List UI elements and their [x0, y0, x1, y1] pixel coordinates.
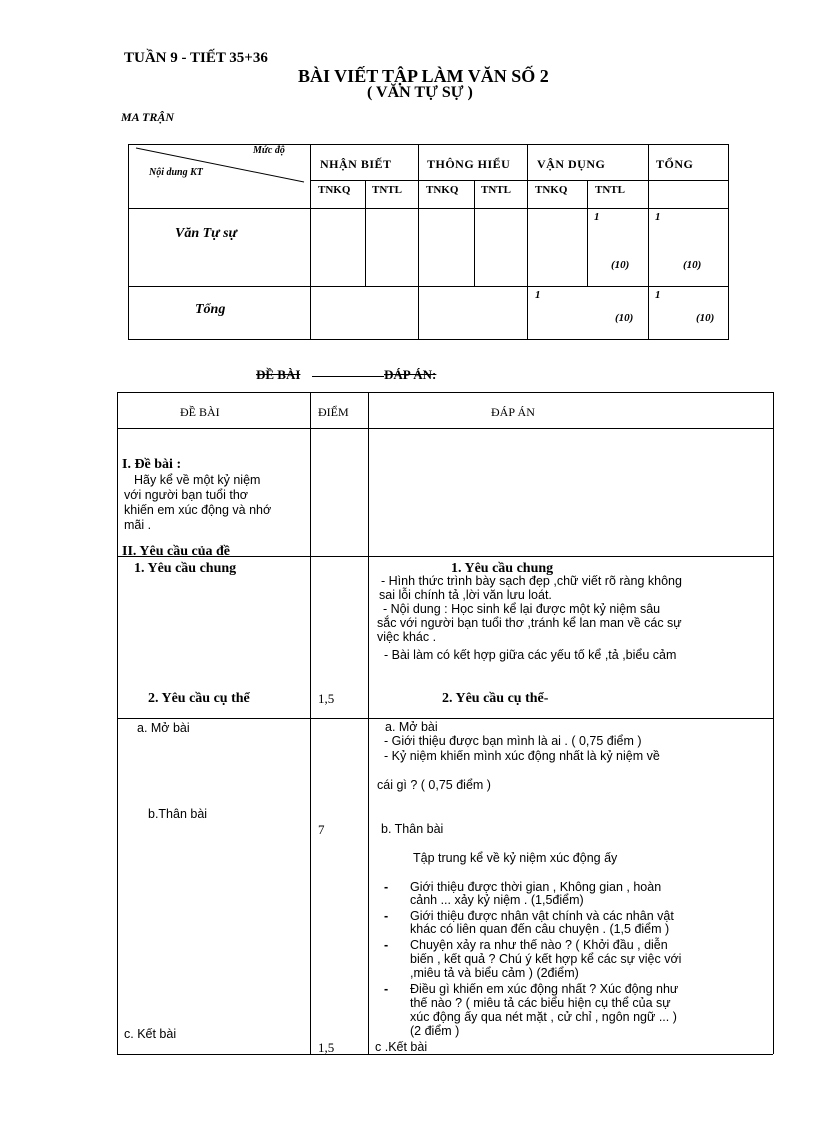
mo-bai-line: - Kỷ niệm khiến mình xúc động nhất là kỷ niệm về — [384, 749, 660, 763]
than-bai-bullet-cont: biến , kết quả ? Chú ý kết hợp kể các sự việc với — [410, 952, 682, 966]
sub-header: TNKQ — [426, 184, 459, 196]
section-heading-de-bai: ĐỀ BÀI — [256, 367, 301, 382]
cell-count: 1 — [535, 289, 541, 301]
yeu-cau-chung-line: việc khác . — [377, 630, 437, 644]
yeu-cau-chung-line: sắc với người bạn tuổi thơ ,tránh kể lan man về các sự — [377, 616, 682, 630]
ket-bai-title: c .Kết bài — [375, 1040, 428, 1054]
cell-score: (10) — [611, 259, 630, 271]
mo-bai-left: a. Mở bài — [137, 721, 190, 735]
mo-bai-line: cái gì ? ( 0,75 điểm ) — [377, 778, 491, 792]
lesson-label: TUẦN 9 - TIẾT 35+36 — [124, 50, 268, 66]
section-heading-dap-an: ĐÁP ÁN: — [384, 367, 437, 382]
matrix-row-label: Tổng — [195, 302, 226, 317]
cell-count: 1 — [655, 211, 661, 223]
than-bai-bullet-cont: (2 điểm ) — [410, 1024, 460, 1038]
yeu-cau-chung-line: - Bài làm có kết hợp giữa các yếu tố kể ,tả ,biểu cảm — [384, 648, 677, 662]
than-bai-bullet-cont: cảnh ... xảy kỷ niệm . (1,5điểm) — [410, 893, 584, 907]
cell-score: (10) — [615, 312, 634, 324]
sub-header: TNKQ — [318, 184, 351, 196]
level-header: NHẬN BIẾT — [320, 157, 392, 171]
than-bai-left: b.Thân bài — [148, 807, 208, 821]
than-bai-bullet-cont: thế nào ? ( miêu tả các biểu hiện cụ thể của sự — [410, 996, 671, 1010]
level-header: THÔNG HIỂU — [427, 157, 511, 171]
sub-header: TNKQ — [535, 184, 568, 196]
yeu-cau-chung-line: - Nội dung : Học sinh kể lại được một kỷ niệm sâu — [383, 602, 661, 616]
yeu-cau-chung-line: - Hình thức trình bày sạch đẹp ,chữ viết rõ ràng không — [381, 574, 682, 588]
mo-bai-line: - Giới thiệu được bạn mình là ai . ( 0,75 điểm ) — [384, 734, 642, 748]
yeu-cau-chung-line: sai lỗi chính tả ,lời văn lưu loát. — [379, 588, 552, 602]
than-bai-bullet-cont: xúc động ấy qua nét mặt , cử chỉ , ngôn ngữ ... ) — [410, 1010, 677, 1024]
matrix-label: MA TRẬN — [121, 110, 175, 124]
sub-header: TNTL — [595, 184, 625, 196]
than-bai-title: b. Thân bài — [381, 822, 444, 836]
yeu-cau-cu-the-left: 2. Yêu cầu cụ thể — [148, 691, 250, 706]
score-than-bai: 7 — [318, 822, 325, 837]
than-bai-bullet-cont: khác có liên quan đến câu chuyện . (1,5 điểm ) — [410, 922, 670, 936]
yeu-cau-cu-the-right: 2. Yêu cầu cụ thể- — [442, 691, 549, 706]
col-header-dap-an: ĐÁP ÁN — [491, 405, 535, 419]
score-ket-bai: 1,5 — [318, 1040, 335, 1055]
sub-header: TNTL — [372, 184, 402, 196]
de-bai-title: I. Đề bài : — [122, 457, 182, 472]
corner-top-label: Mức độ — [253, 145, 285, 156]
yeu-cau-chung-right-title: 1. Yêu cầu chung — [451, 561, 554, 576]
cell-count: 1 — [655, 289, 661, 301]
col-header-diem: ĐIỂM — [318, 405, 349, 419]
than-bai-bullet: - Điều gì khiến em xúc động nhất ? Xúc động như — [410, 982, 678, 996]
de-bai-line: với người bạn tuổi thơ — [124, 488, 248, 502]
yeu-cau-chung-left: 1. Yêu cầu chung — [134, 561, 237, 576]
de-bai-line: mãi . — [124, 518, 152, 532]
sub-header: TNTL — [481, 184, 511, 196]
col-header-de-bai: ĐỀ BÀI — [180, 405, 220, 419]
mo-bai-title: a. Mở bài — [385, 720, 438, 734]
than-bai-bullet: - Chuyện xảy ra như thế nào ? ( Khởi đầu , diễn — [410, 938, 668, 952]
de-bai-line: khiến em xúc động và nhớ — [124, 503, 272, 517]
than-bai-intro: Tập trung kể về kỷ niệm xúc động ấy — [413, 851, 618, 865]
than-bai-bullet: - Giới thiệu được nhân vật chính và các nhân vật — [410, 909, 674, 923]
de-bai-line: Hãy kể về một kỷ niệm — [134, 473, 261, 487]
cell-score: (10) — [683, 259, 702, 271]
than-bai-bullet-cont: ,miêu tả và biểu cảm ) (2điểm) — [410, 966, 579, 980]
matrix-row-label: Văn Tự sự — [175, 226, 237, 241]
cell-count: 1 — [594, 211, 600, 223]
cell-score: (10) — [696, 312, 715, 324]
corner-bottom-label: Nội dung KT — [149, 167, 203, 178]
ket-bai-left: c. Kết bài — [124, 1027, 177, 1041]
level-header: VẬN DỤNG — [537, 157, 606, 171]
level-header: TỔNG — [656, 157, 694, 171]
than-bai-bullet: - Giới thiệu được thời gian , Không gian , hoàn — [410, 880, 661, 894]
page-title: BÀI VIẾT TẬP LÀM VĂN SỐ 2 — [298, 66, 549, 86]
page-subtitle: ( VĂN TỰ SỰ ) — [367, 84, 473, 101]
score-yeu-cau-cu-the: 1,5 — [318, 691, 335, 706]
yeu-cau-title: II. Yêu cầu của đề — [122, 544, 230, 556]
